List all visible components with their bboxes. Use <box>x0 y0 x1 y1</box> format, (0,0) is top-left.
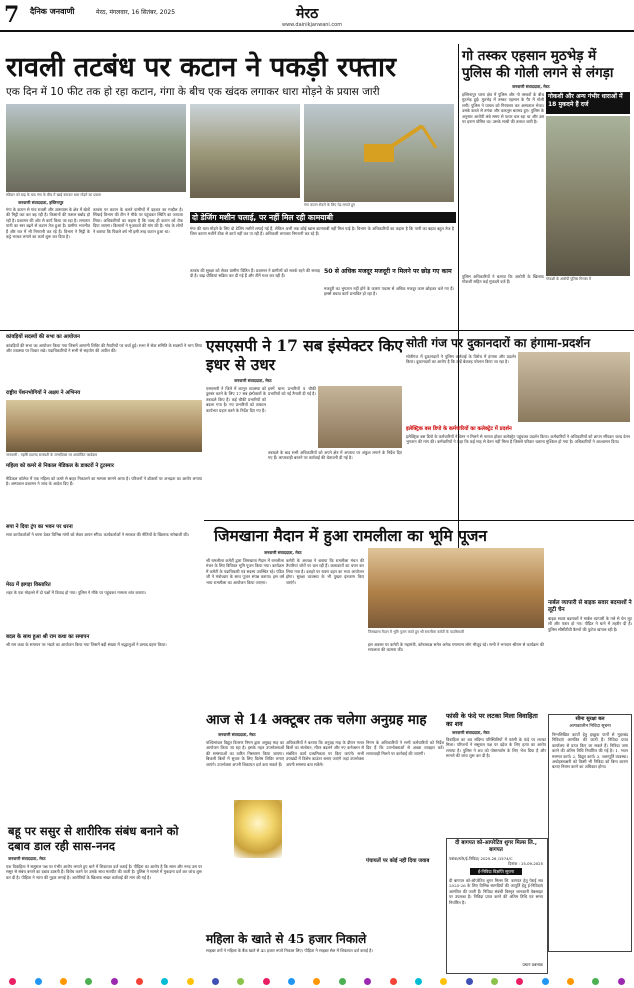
footer-dot <box>111 978 118 985</box>
puja-rule <box>204 520 634 521</box>
left-h2: राष्ट्रीय पेंशनभोगियों ने अक्षय ने अभिनय <box>6 390 81 396</box>
lead-caption-right: गंगा कटान रोकने के लिए पेड़ लगाते हुए <box>304 203 356 207</box>
protest-body-2: इलेक्ट्रिक बस डिपो के कर्मचारियों ने वेतन न मिलने से नाराज होकर कलेक्ट्रेट पहुंचकर प्रदर्शन किया। कर्मचारियों ने अधिकारियों को ज्ञापन सौंपकर जल्द वेतन भुगतान की मांग की। कर्मचारियों ने कहा कि कई माह से वेतन नहीं मिला है जिससे परिवार चलाना मुश्किल हो गया है। अधिकारियों ने आश्वासन दिया। <box>406 434 630 445</box>
tender-notice-title: सीमा सुरक्षा बल <box>575 716 605 722</box>
dowry-byline: जनवाणी संवाददाता, मेरठ <box>8 856 46 861</box>
lead-box2-headline: 50 से अधिक मजदूर मजदूरी न मिलने पर छोड़ गए काम <box>324 268 452 275</box>
puja-body-2: कमेटी के अध्यक्ष ने बताया कि रामलीला मंचन की तैयारियां जोरों पर चल रही हैं। कलाकारों का चयन कर लिया गया है। दशहरे पर रावण दहन का भव्य आयोजन होगा। सुरक्षा व्यवस्था के भी पुख्ता इंतजाम किए जाएंगे। <box>286 558 364 585</box>
page-number: 7 <box>4 2 20 28</box>
anugrah-body-2: अधिकारियों ने बताया कि अनुग्रह माह के दौरान गलत बिलों का संशोधन, मीटर बदलने और नए कनेक्शन से संबंधित कार्य प्राथमिकता पर किए जाएंगे। सभी उपखंडों में विशेष काउंटर बनाए जाएंगे जहां उपभोक्ता अपनी समस्या बता सकेंगे। <box>286 740 364 767</box>
puja-byline: जनवाणी संवाददाता, मेरठ <box>264 550 302 555</box>
lead-body-2: तटबंध पर कटान के चलते ग्रामीणों में दहशत का माहौल है। सिंचाई विभाग की टीम ने मौके पर पहुंचकर स्थिति का जायजा लिया। अधिकारियों का कहना है कि जल्द ही कटान को रोक दिया जाएगा। किसानों ने मुआवजे की मांग की है। गांव के लोगों ने बताया कि पिछले वर्ष भी इसी तरह कटान हुआ था। <box>93 207 183 234</box>
footer-dot <box>466 978 473 985</box>
ad-title: दी बागपत को-आपरेटिव शुगर मिल्स लि., बागपत <box>455 840 537 853</box>
left-caption: जनवाणी : महर्षि दयानंद सरस्वती के जन्मदिवस पर आयोजित कार्यक्रम <box>6 453 98 457</box>
footer-dot <box>9 978 16 985</box>
right-caption: गोकशी के आरोपी पुलिस गिरफ्त में <box>546 277 592 281</box>
dowry-body: एक विवाहिता ने ससुराल पक्ष पर गंभीर आरोप लगाते हुए थाने में शिकायत दर्ज कराई है। पीड़िता का आरोप है कि सास और ननद उस पर ससुर से संबंध बनाने का दबाव डालती हैं। विरोध करने पर उसके साथ मारपीट की जाती है। पुलिस ने मामले में मुकदमा दर्ज कर जांच शुरू कर दी है। पीड़िता ने न्याय की गुहार लगाई है। आरोपियों के खिलाफ सख्त कार्रवाई की मांग की गई है। <box>6 864 202 880</box>
lead-photo-middle <box>190 104 300 198</box>
left-h4: सपा ने दिया ट्रंप का भवन पर धरना <box>6 524 73 530</box>
footer-dot <box>542 978 549 985</box>
left-body-2: मेडिकल कॉलेज में एक महिला को कमरे से बाहर निकालने का मामला सामने आया है। परिजनों ने डॉक्टरों पर अभद्रता का आरोप लगाया है। अस्पताल प्रशासन ने जांच के आदेश दिए हैं। <box>6 476 202 487</box>
footer-dot <box>567 978 574 985</box>
lead-box-body: गंगा की धारा मोड़ने के लिए दो डेजिंग मशीनें लगाई गई हैं, लेकिन अभी तक कोई खास कामयाबी नहीं मिल पाई है। विभाग के अधिकारियों का कहना है कि पानी का बहाव बहुत तेज है जिस कारण मशीनें ठीक से कार्य नहीं कर पा रही हैं। अधिकारी लगातार निगरानी कर रहे हैं। <box>190 226 454 237</box>
right-side-headline: गोकशी और अन्य गंभीर धाराओं में 18 मुकदमे हैं दर्ज <box>548 93 623 108</box>
vivah-headline: फांसी के फंदे पर लटका मिला विवाहिता का शव <box>446 712 538 728</box>
right-headline: गो तस्कर एहसान मुठभेड़ में पुलिस की गोली लगने से लंगड़ा <box>462 48 614 81</box>
footer-dot <box>364 978 371 985</box>
protest-body-1: सोतीगंज में दुकानदारों ने पुलिस कार्रवाई के विरोध में हंगामा और प्रदर्शन किया। दुकानदारों का आरोप है कि उन्हें बेवजह परेशान किया जा रहा है। <box>406 354 516 365</box>
tender-notice-sub: अल्पकालीन निविदा सूचना <box>569 724 611 729</box>
bank-headline: नार्बल व्यापारी से बाइक सवार बदमाशों ने लूटी चेन <box>548 600 632 613</box>
footer-dot <box>237 978 244 985</box>
footer-dot <box>288 978 295 985</box>
footer-dot <box>60 978 67 985</box>
vivah-byline: जनवाणी संवाददाता, मेरठ <box>452 730 490 735</box>
footer-color-strip <box>0 974 634 988</box>
protest-photo <box>518 352 630 422</box>
footer-dot <box>85 978 92 985</box>
right-body-1: हस्तिनापुर थाना क्षेत्र में पुलिस और गो तस्करों के बीच मुठभेड़ हुई। मुठभेड़ में तस्कर एहसान के पैर में गोली लगी। पुलिस ने घायल को गिरफ्तार कर अस्पताल भेजा। उसके कब्जे से तमंचा और कारतूस बरामद हुए। पुलिस के अनुसार आरोपी लंबे समय से फरार चल रहा था और उस पर इनाम घोषित था। उसके साथी की तलाश जारी है। <box>462 92 544 125</box>
date-line: मेरठ, मंगलवार, 16 सितंबर, 2025 <box>96 9 176 16</box>
anugrah-sub: पंचायतों पर कोई नहीं दिया जवाब <box>366 858 430 864</box>
footer-dot <box>491 978 498 985</box>
footer-dot <box>390 978 397 985</box>
brand-name: दैनिक जनवाणी <box>30 7 75 16</box>
vivah-body: विवाहिता का शव संदिग्ध परिस्थितियों में फांसी के फंदे पर लटका मिला। परिजनों ने ससुराल पक्ष पर दहेज के लिए हत्या का आरोप लगाया है। पुलिस ने शव को पोस्टमार्टम के लिए भेज दिया है और मामले की जांच शुरू कर दी है। <box>446 737 546 759</box>
lead-body-4: मजदूरी का भुगतान नहीं होने के कारण पचास से अधिक मजदूर काम छोड़कर चले गए हैं। इससे बचाव कार्य प्रभावित हो रहा है। <box>324 286 454 297</box>
lead-photo-right <box>304 104 454 202</box>
footer-dot <box>339 978 346 985</box>
left-h3: महिला को कमरे से निकाल मेडिकल के डाक्टरों ने टूटस्मार <box>6 463 114 469</box>
tender-notice-body: निम्नलिखित कार्यों हेतु इच्छुक फर्मों से मुहरबंद निविदाएं आमंत्रित की जाती हैं। निविदा प्रपत्र कार्यालय से प्राप्त किए जा सकते हैं। निविदा जमा करने की अंतिम तिथि निर्धारित की गई है। 1. भवन मरम्मत कार्य। 2. विद्युत कार्य। 3. जलापूर्ति व्यवस्था। अधोहस्ताक्षरी को किसी भी निविदा को बिना कारण बताए निरस्त करने का अधिकार होगा। <box>552 732 628 770</box>
footer-dot <box>161 978 168 985</box>
lead-subheadline: एक दिन में 10 फीट तक हो रहा कटान, गंगा के बीच एक खंदक लगाकर धारा मोड़ने के प्रयास जारी <box>6 86 380 98</box>
puja-body-1: श्री रामलीला कमेटी द्वारा जिमखाना मैदान में रामलीला मंचन के लिए विधिवत भूमि पूजन किया गया। कार्यक्रम में कमेटी के पदाधिकारी एवं सदस्य उपस्थित रहे। पंडित जी ने मंत्रोच्चार के साथ पूजन संपन्न कराया। इस वर्ष भव्य रामलीला का आयोजन किया जाएगा। <box>206 558 284 585</box>
bank-body: बाइक सवार बदमाशों ने मार्बल व्यापारी के गले से चेन लूट ली और फरार हो गए। पीड़ित ने थाने में तहरीर दी है। पुलिस सीसीटीवी कैमरों की फुटेज खंगाल रही है। <box>548 616 632 632</box>
ad-date: दिनांक : 15-09-2025 <box>508 861 543 866</box>
si-body-1: एसएसपी ने जिले में कानून व्यवस्था को दुरुस्त करने के लिए 17 सब इंस्पेक्टरों के तबादले किए हैं। कई चौकी प्रभारियों को बदला गया है। नए प्रभारियों को तत्काल कार्यभार ग्रहण करने के निर्देश दिए गए हैं। <box>206 386 266 413</box>
lead-photo-left <box>6 104 186 192</box>
left-body-3: सपा कार्यकर्ताओं ने धरना देकर विभिन्न मांगों को लेकर ज्ञापन सौंपा। कार्यकर्ताओं ने सरकार की नीतियों के खिलाफ नारेबाजी की। <box>6 532 190 537</box>
si-body-3: तबादले के बाद सभी अधिकारियों को अपने क्षेत्र में अपराध पर अंकुश लगाने के निर्देश दिए गए हैं। लापरवाही बरतने पर कार्रवाई की चेतावनी दी गई है। <box>268 450 402 461</box>
footer-dot <box>415 978 422 985</box>
protest-sub: इलेक्ट्रिक बस डिपो के कर्मचारियों का कलेक्ट्रेट में प्रदर्शन <box>406 426 512 432</box>
left-h6: बदल के साथ हुआ श्री राम कथा का समापन <box>6 634 90 640</box>
footer-dot <box>187 978 194 985</box>
city-title: मेरठ <box>296 6 319 22</box>
right-photo <box>546 116 630 276</box>
footer-dot <box>35 978 42 985</box>
footer-dot <box>212 978 219 985</box>
dowry-headline: बहू पर ससुर से शारीरिक संबंध बनाने को दबाव डाल रही सास-ननद <box>8 824 179 853</box>
header-rule <box>0 30 634 32</box>
si-headline: एसएसपी ने 17 सब इंस्पेक्टर किए इधर से उधर <box>206 336 403 374</box>
footer-dot <box>263 978 270 985</box>
anugrah-body-1: पश्चिमांचल विद्युत वितरण निगम द्वारा अनुग्रह माह का आयोजन किया जा रहा है। इसके तहत उपभोक्ताओं की समस्याओं का त्वरित निस्तारण किया जाएगा। बिजली बिलों में सुधार के लिए विशेष शिविर लगाए जाएंगे। उपभोक्ता अपनी शिकायत दर्ज करा सकते हैं। <box>206 740 284 767</box>
lead-headline: रावली तटबंध पर कटान ने पकड़ी रफ्तार <box>6 52 396 83</box>
lead-byline: जनवाणी संवाददाता, हस्तिनापुर <box>18 200 64 205</box>
anugrah-headline: आज से 14 अक्टूबर तक चलेगा अनुग्रह माह <box>206 712 427 728</box>
ad-body: दी बागपत को-ऑपरेटिव शुगर मिल्स लि. बागपत हेतु पेराई सत्र 2025-26 के लिए विभिन्न सामग्रियों की आपूर्ति हेतु ई-निविदाएं आमंत्रित की जाती हैं। निविदा संबंधी विस्तृत जानकारी वेबसाइट पर उपलब्ध है। निविदा प्राप्त करने की अंतिम तिथि एवं समय निर्धारित है। <box>449 878 543 905</box>
lead-body-3: तटबंध की सुरक्षा को लेकर ग्रामीण चिंतित हैं। प्रशासन ने ग्रामीणों को सतर्क रहने की सलाह दी है। बाढ़ चौकियां सक्रिय कर दी गई हैं और टीमें गश्त कर रही हैं। <box>190 268 320 279</box>
bulb-photo <box>234 800 282 858</box>
ad-footer: प्रधान प्रबन्धक <box>522 962 543 967</box>
puja-headline: जिमखाना मैदान में हुआ रामलीला का भूमि पूजन <box>214 526 488 545</box>
section-rule <box>0 330 634 331</box>
left-body-4: शहर के एक मोहल्ले में दो पक्षों में विवाद हो गया। पुलिस ने मौके पर पहुंचकर मामला शांत कराया। <box>6 590 147 595</box>
puja-body-3: इस अवसर पर कमेटी के महामंत्री, कोषाध्यक्ष समेत अनेक गणमान्य लोग मौजूद रहे। सभी ने भगवान श्रीराम से कार्यक्रम की सफलता की कामना की। <box>368 642 544 653</box>
si-byline: जनवाणी संवाददाता, मेरठ <box>234 378 272 383</box>
ad-notice: ई-निविदा विज्ञप्ति सूचना <box>477 869 515 874</box>
footer-dot <box>313 978 320 985</box>
right-body-2: पुलिस अधिकारियों ने बताया कि आरोपी के खिलाफ गोकशी सहित कई मुकदमे दर्ज हैं। <box>462 274 544 285</box>
lead-body-1: गंगा के कटान से गांव रावली और आसपास के क्षेत्र में खेतों की मिट्टी कट कर बह रही है। किसानों की फसल बर्बाद हो रही है। प्रशासन की ओर से कार्य किया जा रहा है। लगातार पानी का स्तर बढ़ने से कटान तेज हुआ है। ग्रामीण भयभीत हैं और रात में भी निगरानी कर रहे हैं। विभाग ने मिट्टी के कट्टे भरकर लगाने का कार्य शुरू कर दिया है। <box>6 207 90 240</box>
footer-dot <box>592 978 599 985</box>
footer-dot <box>618 978 625 985</box>
left-photo <box>6 400 202 452</box>
left-body-5: श्री राम कथा के समापन पर भंडारे का आयोजन किया गया जिसमें बड़ी संख्या में श्रद्धालुओं ने प्रसाद ग्रहण किया। <box>6 642 167 647</box>
left-body-1: कांवड़ियों की सभा का आयोजन किया गया जिसमें आगामी शिविर की तैयारियों पर चर्चा हुई। सभा में सेवा समिति के सदस्यों ने भाग लिया और व्यवस्था पर विचार रखे। पदाधिकारियों ने सभी से सहयोग की अपील की। <box>6 343 202 354</box>
puja-caption: जिमखाना मैदान में भूमि पूजन करते हुए श्री रामलीला कमेटी के पदाधिकारी <box>368 630 465 634</box>
si-photo <box>318 386 402 448</box>
footer-dot <box>440 978 447 985</box>
left-h5: मेरठ में झगड़ा विस्तारित <box>6 582 51 588</box>
anugrah-bottom-headline: महिला के खाते से 45 हजार निकाले <box>206 932 367 946</box>
lead-box-headline: दो डेजिंग मशीन चलाई, पर नहीं मिल रही कामयाबी <box>192 213 333 222</box>
anugrah-byline: जनवाणी संवाददाता, मेरठ <box>218 732 256 737</box>
puja-photo <box>368 548 544 628</box>
anugrah-bottom-body: साइबर ठगों ने महिला के बैंक खाते से 45 हजार रुपये निकाल लिए। पीड़िता ने साइबर सेल में शिकायत दर्ज कराई है। <box>206 948 373 953</box>
footer-dot <box>136 978 143 985</box>
protest-headline: सोती गंज पर दुकानदारों का हंगामा-प्रदर्शन <box>406 336 591 350</box>
si-body-2: इनमें थाना प्रभारियों व चौकी प्रभारियों को नई तैनाती दी गई है। <box>268 386 316 397</box>
lead-caption-left: रविवार को बाढ़ के बाद गंगा के बीच में खाई बनाकर धारा मोड़ने का प्रयास <box>6 193 101 197</box>
anugrah-body-3: निगम के अधिकारियों ने सभी कर्मचारियों को निर्देश दिए हैं कि उपभोक्ताओं से अच्छा व्यवहार करें। लापरवाही मिलने पर कार्रवाई की जाएगी। <box>366 740 444 756</box>
ad-ref: पत्रांक/स्टोर/ई-निविदा/ 2025-26 /1574/C <box>449 856 513 861</box>
right-byline: जनवाणी संवाददाता, मेरठ <box>512 84 550 89</box>
footer-dot <box>516 978 523 985</box>
left-h1: कांवड़ियों सदस्यों की सभा का आयोजन <box>6 334 80 340</box>
website[interactable]: www.dainikjanwani.com <box>282 22 343 28</box>
